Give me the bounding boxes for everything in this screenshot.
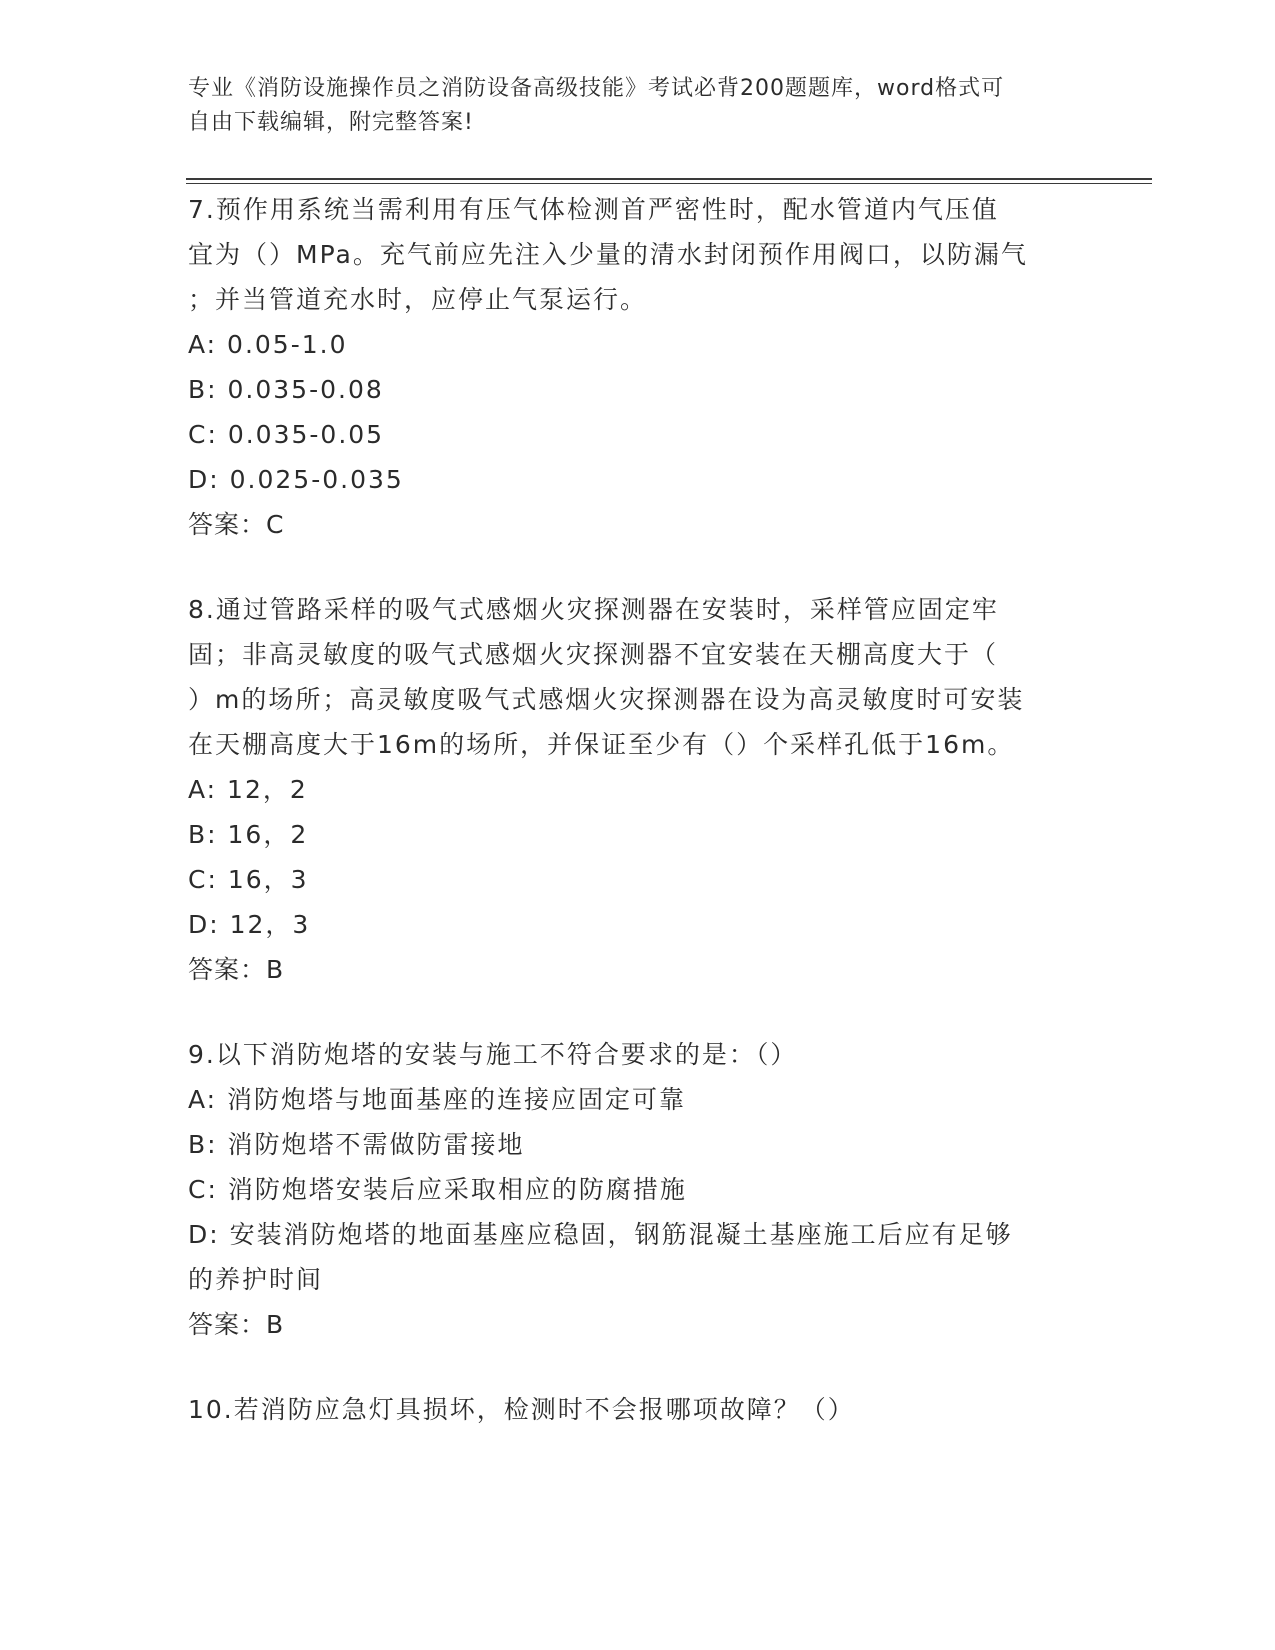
answer-line: 答案：B <box>188 955 285 984</box>
option-d: D: 0.025-0.035 <box>188 465 404 494</box>
answer-line: 答案：B <box>188 1310 285 1339</box>
header-divider-thin <box>186 183 1152 184</box>
question-stem-line: ；并当管道充水时，应停止气泵运行。 <box>188 285 648 314</box>
option-d: D: 安装消防炮塔的地面基座应稳固，钢筋混凝土基座施工后应有足够 的养护时间 <box>188 1220 1013 1294</box>
question-stem-line: ）m的场所；高灵敏度吸气式感烟火灾探测器在设为高灵敏度时可安装 <box>188 685 1025 714</box>
question-stem-line: 宜为（）MPa。充气前应先注入少量的清水封闭预作用阀口，以防漏气 <box>188 240 1028 269</box>
header-divider-thick <box>186 178 1152 180</box>
question-stem-line: 8.通过管路采样的吸气式感烟火灾探测器在安装时，采样管应固定牢 <box>188 595 999 624</box>
option-b: B: 0.035-0.08 <box>188 375 384 404</box>
question-9 <box>188 1032 1088 1347</box>
option-d: D: 12，3 <box>188 910 311 939</box>
question-stem-line: 7.预作用系统当需利用有压气体检测首严密性时，配水管道内气压值 <box>188 195 999 224</box>
option-a: A: 消防炮塔与地面基座的连接应固定可靠 <box>188 1085 687 1114</box>
question-stem-line: 在天棚高度大于16m的场所，并保证至少有（）个采样孔低于16m。 <box>188 730 1015 759</box>
answer-line: 答案：C <box>188 510 285 539</box>
question-10 <box>188 1387 1088 1432</box>
option-a: A: 0.05-1.0 <box>188 330 348 359</box>
question-8 <box>188 587 1088 992</box>
option-b: B: 消防炮塔不需做防雷接地 <box>188 1130 525 1159</box>
option-a: A: 12，2 <box>188 775 308 804</box>
question-list <box>188 187 1088 1472</box>
question-stem-line: 10.若消防应急灯具损坏，检测时不会报哪项故障？（） <box>188 1395 855 1424</box>
document-header <box>188 72 1068 140</box>
question-7 <box>188 187 1088 547</box>
option-c: C: 16，3 <box>188 865 309 894</box>
option-c: C: 0.035-0.05 <box>188 420 385 449</box>
question-stem-line: 9.以下消防炮塔的安装与施工不符合要求的是：（） <box>188 1040 798 1069</box>
header-line-2: 自由下载编辑，附完整答案! <box>188 110 474 135</box>
option-b: B: 16，2 <box>188 820 309 849</box>
option-c: C: 消防炮塔安装后应采取相应的防腐措施 <box>188 1175 687 1204</box>
header-line-1: 专业《消防设施操作员之消防设备高级技能》考试必背200题题库，word格式可 <box>188 76 1005 101</box>
question-stem-line: 固；非高灵敏度的吸气式感烟火灾探测器不宜安装在天棚高度大于（ <box>188 640 999 669</box>
